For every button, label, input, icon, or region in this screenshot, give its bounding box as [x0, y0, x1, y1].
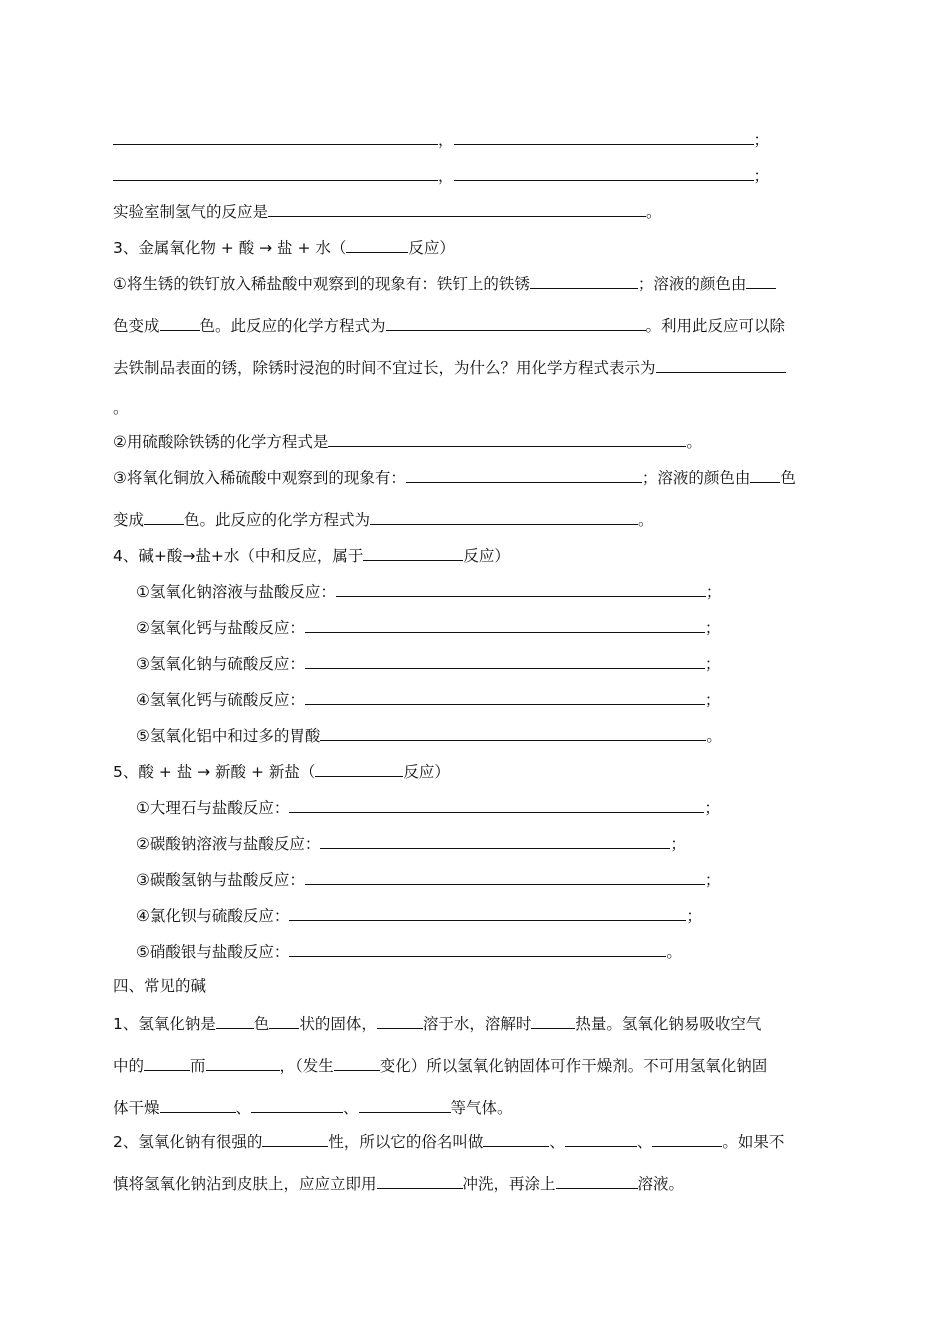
line-text: 等气体。: [450, 1099, 513, 1117]
fill-in-blank[interactable]: [305, 868, 705, 885]
line-text: 。利用此反应可以除: [645, 317, 786, 335]
fill-in-blank[interactable]: [113, 164, 438, 181]
fill-in-blank[interactable]: [346, 236, 408, 253]
fill-in-blank[interactable]: [320, 832, 670, 849]
line-text: ③碳酸氢钠与盐酸反应：: [136, 871, 305, 889]
fill-in-blank[interactable]: [336, 580, 706, 597]
worksheet-line: [136, 688, 720, 710]
line-text: 慎将氢氧化钠沾到皮肤上，应应立即用: [113, 1175, 377, 1193]
line-text: 。: [686, 433, 702, 451]
worksheet-line: [113, 1172, 684, 1194]
fill-in-blank[interactable]: [750, 466, 780, 483]
line-text: ①大理石与盐酸反应：: [136, 799, 290, 817]
line-text: ②氢氧化钙与盐酸反应：: [136, 619, 305, 637]
worksheet-line: [113, 314, 785, 336]
line-text: 、: [235, 1099, 252, 1117]
line-text: 实验室制氢气的反应是: [113, 203, 269, 221]
fill-in-blank[interactable]: [386, 314, 646, 331]
fill-in-blank[interactable]: [531, 1012, 575, 1029]
fill-in-blank[interactable]: [334, 1054, 380, 1071]
worksheet-line: [113, 356, 786, 378]
line-text: ，: [438, 131, 454, 149]
line-text: 。: [646, 203, 662, 221]
line-text: 四、常见的碱: [113, 977, 207, 995]
line-text: 变成: [113, 511, 145, 529]
line-text: ②碳酸钠溶液与盐酸反应：: [136, 835, 321, 853]
line-text: ，: [438, 167, 454, 185]
line-text: ；: [704, 799, 720, 817]
fill-in-blank[interactable]: [305, 616, 705, 633]
line-text: 反应）: [403, 763, 450, 781]
worksheet-line: [113, 1096, 513, 1118]
fill-in-blank[interactable]: [370, 508, 638, 525]
fill-in-blank[interactable]: [556, 1172, 638, 1189]
line-text: ；: [704, 691, 721, 709]
fill-in-blank[interactable]: [328, 430, 686, 447]
line-text: 热量。氢氧化钠易吸收空气: [575, 1015, 762, 1033]
fill-in-blank[interactable]: [377, 1012, 423, 1029]
line-text: ；: [704, 619, 721, 637]
line-text: 。如果不: [722, 1133, 785, 1151]
fill-in-blank[interactable]: [565, 1130, 637, 1147]
worksheet-line: [113, 236, 455, 258]
line-text: ①将生锈的铁钉放入稀盐酸中观察到的现象有：铁钉上的铁锈: [113, 275, 530, 293]
line-text: 。: [666, 943, 682, 961]
worksheet-line: [113, 1012, 761, 1034]
line-text: ⑤硝酸银与盐酸反应：: [136, 943, 290, 961]
line-text: ；: [686, 907, 702, 925]
line-text: 。: [706, 727, 722, 745]
line-text: 2、氢氧化钠有很强的: [113, 1133, 263, 1151]
fill-in-blank[interactable]: [289, 796, 704, 813]
line-text: 、: [549, 1133, 565, 1151]
worksheet-line: [113, 508, 654, 530]
line-text: 溶于水，溶解时: [422, 1015, 532, 1033]
worksheet-line: [136, 940, 682, 962]
worksheet-line: [113, 976, 206, 996]
line-text: 4、碱+酸→盐+水（中和反应，属于: [113, 547, 364, 565]
line-text: ④氯化钡与硫酸反应：: [136, 907, 290, 925]
worksheet-line: [136, 616, 720, 638]
fill-in-blank[interactable]: [406, 466, 642, 483]
worksheet-line: [136, 652, 720, 674]
line-text: 3、金属氧化物 + 酸 → 盐 + 水（: [113, 239, 347, 257]
fill-in-blank[interactable]: [320, 724, 706, 741]
line-text: 体干燥: [113, 1099, 160, 1117]
line-text: 色。此反应的化学方程式为: [184, 511, 371, 529]
worksheet-line: [113, 200, 662, 222]
line-text: 5、酸 + 盐 → 新酸 + 新盐（: [113, 763, 316, 781]
line-text: ③将氧化铜放入稀硫酸中观察到的现象有：: [113, 469, 406, 487]
line-text: ②用硫酸除铁锈的化学方程式是: [113, 433, 329, 451]
fill-in-blank[interactable]: [652, 1130, 722, 1147]
fill-in-blank[interactable]: [160, 314, 200, 331]
line-text: 反应）: [463, 547, 510, 565]
worksheet-line: [113, 466, 796, 488]
line-text: ；溶液的颜色由: [637, 275, 747, 293]
fill-in-blank[interactable]: [269, 1012, 299, 1029]
worksheet-line: [113, 398, 129, 418]
line-text: 而: [190, 1057, 206, 1075]
line-text: 冲洗，再涂上: [462, 1175, 556, 1193]
fill-in-blank[interactable]: [206, 1054, 280, 1071]
line-text: ③氢氧化钠与硫酸反应：: [136, 655, 305, 673]
fill-in-blank[interactable]: [305, 688, 705, 705]
worksheet-line: [113, 544, 510, 566]
line-text: 性，所以它的俗名叫做: [328, 1133, 484, 1151]
worksheet-line: [113, 430, 702, 452]
worksheet-line: [113, 760, 450, 782]
fill-in-blank[interactable]: [359, 1096, 451, 1113]
line-text: ；: [753, 167, 770, 185]
fill-in-blank[interactable]: [160, 1096, 236, 1113]
line-text: 中的: [113, 1057, 145, 1075]
line-text: 溶液。: [637, 1175, 685, 1193]
line-text: 色: [253, 1015, 270, 1033]
fill-in-blank[interactable]: [483, 1130, 549, 1147]
worksheet-line: [113, 1054, 767, 1076]
worksheet-line: [113, 128, 769, 150]
worksheet-line: [136, 904, 702, 926]
fill-in-blank[interactable]: [289, 940, 666, 957]
line-text: 、: [636, 1133, 653, 1151]
line-text: ①氢氧化钠溶液与盐酸反应：: [136, 583, 336, 601]
worksheet-line: [136, 832, 686, 854]
fill-in-blank[interactable]: [289, 904, 686, 921]
line-text: ；: [705, 583, 722, 601]
fill-in-blank[interactable]: [454, 164, 754, 181]
fill-in-blank[interactable]: [144, 1054, 190, 1071]
line-text: 去铁制品表面的锈，除锈时浸泡的时间不宜过长，为什么？用化学方程式表示为: [113, 359, 656, 377]
line-text: ④氢氧化钙与硫酸反应：: [136, 691, 305, 709]
line-text: ；: [753, 131, 770, 149]
line-text: 色: [780, 469, 796, 487]
fill-in-blank[interactable]: [377, 1172, 463, 1189]
line-text: 色。此反应的化学方程式为: [199, 317, 386, 335]
line-text: ；: [704, 871, 721, 889]
line-text: 1、氢氧化钠是: [113, 1015, 216, 1033]
line-text: ；溶液的颜色由: [641, 469, 751, 487]
worksheet-line: [113, 1130, 784, 1152]
line-text: 、: [343, 1099, 359, 1117]
fill-in-blank[interactable]: [251, 1096, 343, 1113]
fill-in-blank[interactable]: [268, 200, 646, 217]
worksheet-line: [136, 580, 721, 602]
worksheet-line: [136, 724, 722, 746]
fill-in-blank[interactable]: [144, 508, 184, 525]
line-text: 色变成: [113, 317, 160, 335]
worksheet-line: [136, 868, 720, 890]
line-text: 。: [113, 399, 129, 417]
line-text: 。: [638, 511, 654, 529]
fill-in-blank[interactable]: [746, 272, 776, 289]
line-text: ；: [704, 655, 721, 673]
line-text: 状的固体，: [299, 1015, 377, 1033]
line-text: ，（发生: [279, 1057, 334, 1075]
fill-in-blank[interactable]: [216, 1012, 254, 1029]
fill-in-blank[interactable]: [315, 760, 403, 777]
fill-in-blank[interactable]: [305, 652, 705, 669]
fill-in-blank[interactable]: [363, 544, 463, 561]
fill-in-blank[interactable]: [454, 128, 754, 145]
fill-in-blank[interactable]: [656, 356, 786, 373]
fill-in-blank[interactable]: [113, 128, 438, 145]
line-text: 反应）: [408, 239, 455, 257]
line-text: ；: [670, 835, 686, 853]
line-text: 变化）所以氢氧化钠固体可作干燥剂。不可用氢氧化钠固: [379, 1057, 768, 1075]
fill-in-blank[interactable]: [262, 1130, 328, 1147]
line-text: ⑤氢氧化铝中和过多的胃酸: [136, 727, 321, 745]
worksheet-line: [113, 164, 769, 186]
worksheet-line: [113, 272, 776, 294]
fill-in-blank[interactable]: [530, 272, 638, 289]
worksheet-line: [136, 796, 720, 818]
